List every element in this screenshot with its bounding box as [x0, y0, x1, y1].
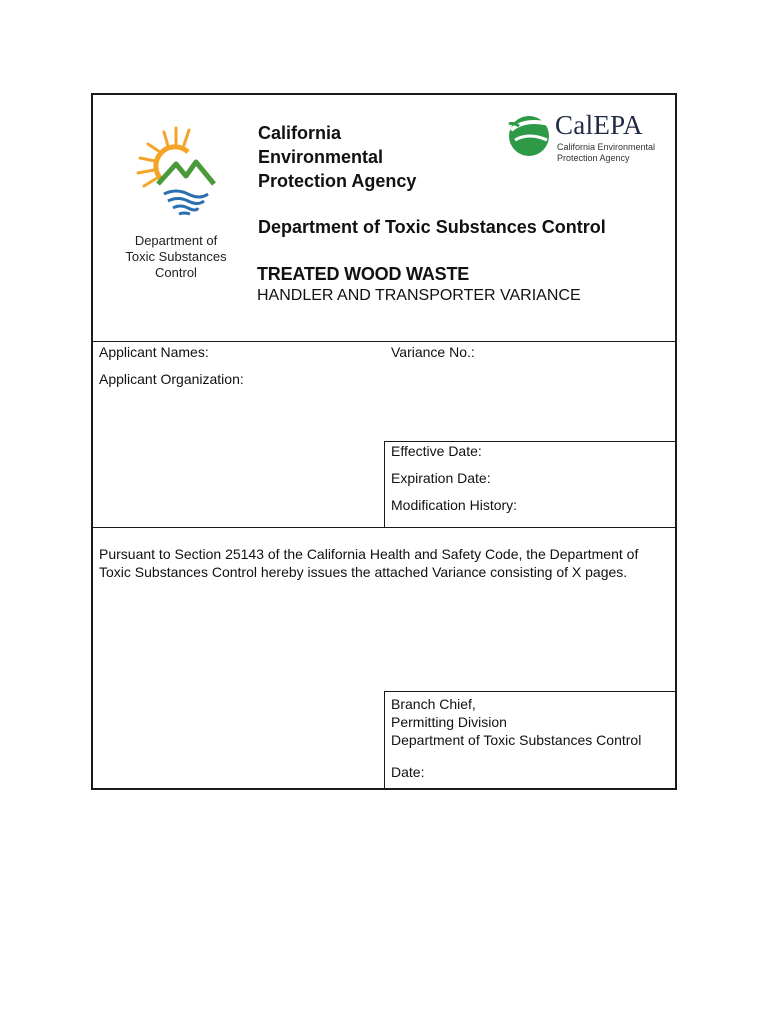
signatory-title: Branch Chief, [391, 696, 476, 712]
dtsc-caption-line3: Control [155, 265, 197, 280]
variance-no-label: Variance No.: [391, 344, 475, 360]
header-divider [93, 341, 676, 342]
signature-box-top [384, 691, 676, 692]
dtsc-caption-line1: Department of [134, 233, 218, 248]
calepa-tagline [557, 142, 655, 164]
column-divider-bottom [384, 691, 385, 790]
dates-box-bottom [93, 527, 676, 528]
agency-name-line3: Protection Agency [258, 171, 417, 191]
signature-block [391, 695, 641, 749]
dates-box-top [384, 441, 676, 442]
calepa-globe-icon [505, 110, 553, 158]
applicant-organization-label: Applicant Organization: [99, 371, 244, 387]
calepa-logo [505, 110, 675, 162]
calepa-tagline-line1: California Environmental [557, 142, 656, 152]
signatory-division: Permitting Division [391, 714, 507, 730]
calepa-wordmark: CalEPA [555, 110, 643, 140]
variance-statement: Pursuant to Section 25143 of the California Health and Safety Code, the Department of Toxic Substances Control hereby issues the attached Variance consisting of X pages. [99, 546, 639, 580]
document-subtitle: HANDLER AND TRANSPORTER VARIANCE [257, 287, 581, 304]
calepa-tagline-line2: Protection Agency [557, 153, 630, 163]
agency-name-line1: California [258, 123, 342, 143]
modification-history-label: Modification History: [391, 497, 518, 513]
document-title: TREATED WOOD WASTE [257, 264, 470, 284]
department-name: Department of Toxic Substances Control [258, 217, 606, 237]
agency-name-line2: Environmental [258, 147, 384, 167]
applicant-names-label: Applicant Names: [99, 344, 209, 360]
dtsc-emblem-icon [118, 118, 238, 228]
dtsc-logo [118, 118, 238, 228]
effective-date-label: Effective Date: [391, 443, 482, 459]
signature-date-label: Date: [391, 764, 425, 780]
column-divider-top [384, 441, 385, 527]
signatory-department: Department of Toxic Substances Control [391, 732, 642, 748]
agency-name [258, 121, 416, 193]
expiration-date-label: Expiration Date: [391, 470, 491, 486]
dtsc-caption-line2: Toxic Substances [125, 249, 227, 264]
dtsc-logo-caption [106, 233, 246, 281]
